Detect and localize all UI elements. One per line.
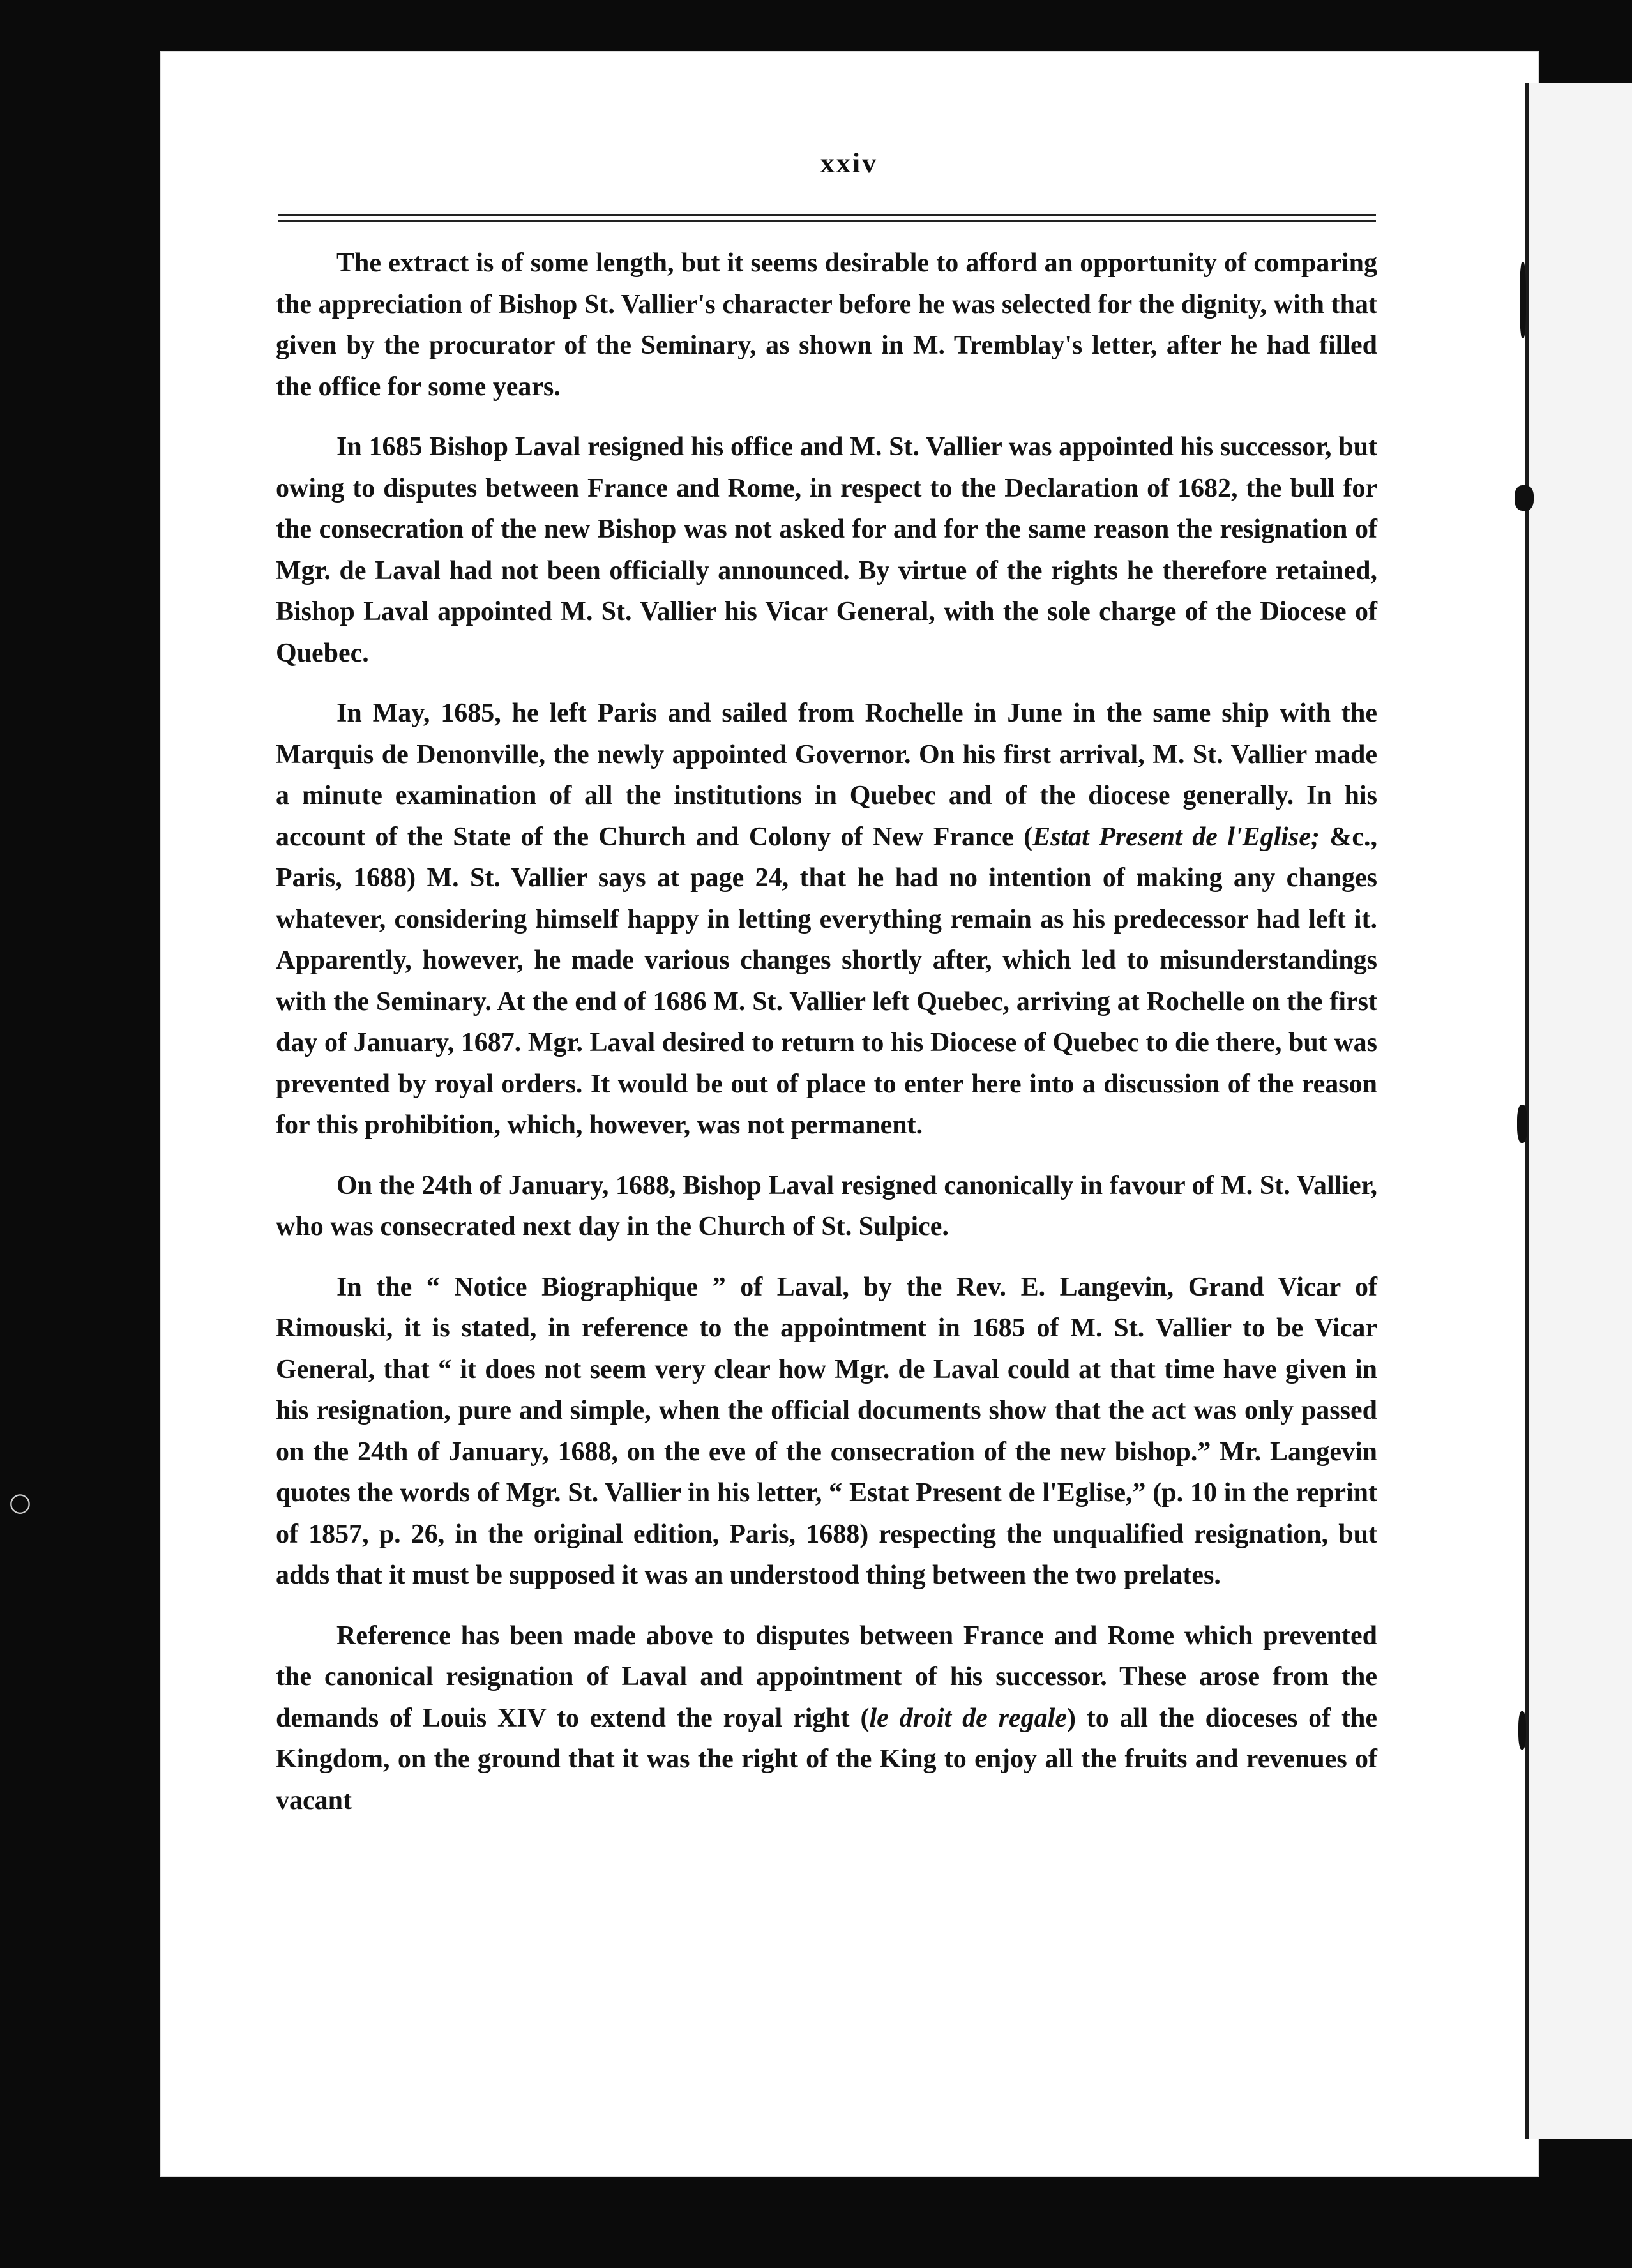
margin-mark: ○	[9, 1488, 31, 1517]
binding-mark	[1517, 1105, 1527, 1143]
paragraph: The extract is of some length, but it seems desirable to afford an opportunity of comparing the appreciation of Bishop St. Vallier's character before he was selected for the dignity, with that given by the procurator of the Seminary, as shown in M. Tremblay's letter, after he had filled the office for some years.	[276, 248, 1377, 402]
binding-mark	[1518, 1711, 1526, 1750]
scanned-page	[160, 51, 1539, 2177]
paragraph: On the 24th of January, 1688, Bishop Laval resigned canonically in favour of M. St. Vallier, who was consecrated next day in the Church of St. Sulpice.	[276, 1170, 1377, 1241]
body-text	[276, 243, 1377, 1840]
binding-mark	[1515, 485, 1534, 511]
paragraph: In May, 1685, he left Paris and sailed from Rochelle in June in the same ship with the Marquis de Denonville, the newly appointed Governor. On his first arrival, M. St. Vallier made a minute examination of all the institutions in Quebec and of the diocese generally. In his account of the State of the Church and Colony of New France (Estat Present de l'Eglise; &c., Paris, 1688) M. St. Vallier says at page 24, that he had no intention of making any changes whatever, considering himself happy in letting everything remain as his predecessor had left it. Apparently, however, he made various changes shortly after, which led to misunderstandings with the Seminary. At the end of 1686 M. St. Vallier left Quebec, arriving at Rochelle on the first day of January, 1687. Mgr. Laval desired to return to his Diocese of Quebec to die there, but was prevented by royal orders. It would be out of place to enter here into a discussion of the reason for this prohibition, which, however, was not permanent.	[276, 699, 1377, 1140]
binding-mark	[1520, 262, 1526, 338]
paragraph: In the “ Notice Biographique ” of Laval, by the Rev. E. Langevin, Grand Vicar of Rimouski, it is stated, in reference to the appointment in 1685 of M. St. Vallier to be Vicar General, that “ it does not seem very clear how Mgr. de Laval could at that time have given in his resignation, pure and simple, when the official documents show that the act was only passed on the 24th of January, 1688, on the eve of the consecration of the new bishop.” Mr. Langevin quotes the words of Mgr. St. Vallier in his letter, “ Estat Present de l'Eglise,” (p. 10 in the reprint of 1857, p. 26, in the original edition, Paris, 1688) respecting the unqualified resignation, but adds that it must be supposed it was an understood thing between the two prelates.	[276, 1272, 1377, 1590]
paragraph: Reference has been made above to disputes between France and Rome which prevented the canonical resignation of Laval and appointment of his successor. These arose from the demands of Louis XIV to extend the royal right (le droit de regale) to all the dioceses of the Kingdom, on the ground that it was the right of the King to enjoy all the fruits and revenues of vacant	[276, 1621, 1377, 1815]
header-rule-bottom	[278, 220, 1376, 222]
italic-title: Estat Present de l'Eglise;	[1032, 822, 1320, 852]
paragraph: In 1685 Bishop Laval resigned his office and M. St. Vallier was appointed his successor, but owing to disputes between France and Rome, in respect to the Declaration of 1682, the bull for the consecration of the new Bishop was not asked for and for the same reason the resignation of Mgr. de Laval had not been officially announced. By virtue of the rights he therefore retained, Bishop Laval appointed M. St. Vallier his Vicar General, with the sole charge of the Diocese of Quebec.	[276, 432, 1377, 668]
page-number: xxiv	[820, 147, 879, 179]
header-rule-top	[278, 214, 1376, 216]
adjacent-page-edge	[1525, 83, 1632, 2139]
italic-term: le droit de regale	[869, 1703, 1067, 1733]
